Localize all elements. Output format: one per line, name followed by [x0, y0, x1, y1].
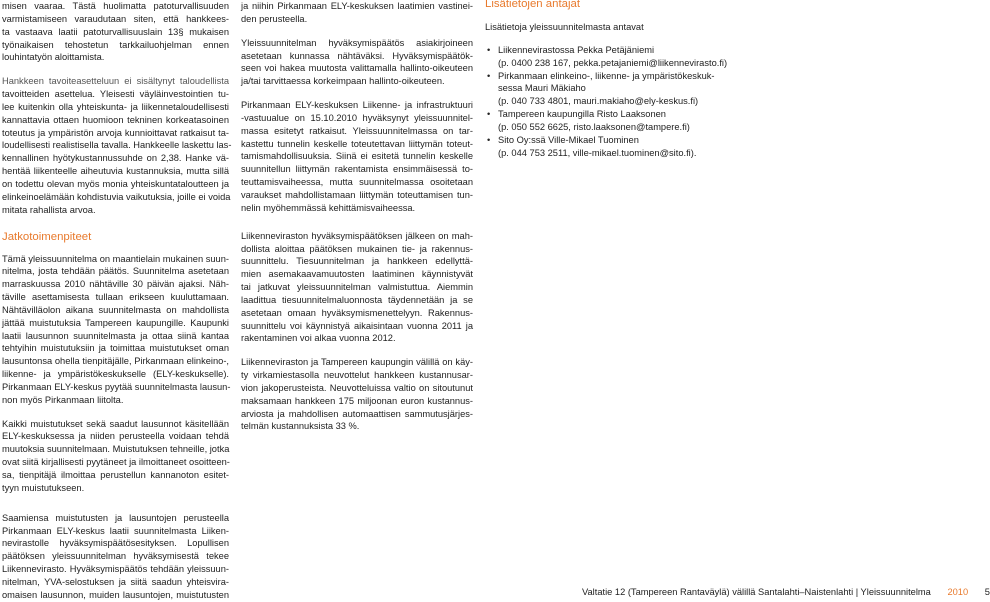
paragraph	[2, 253, 229, 407]
text-line: non myös Pirkanmaan liitolta.	[2, 394, 124, 405]
contact-details: (p. 050 552 6625, risto.laaksonen@tampere.fi)	[498, 121, 690, 132]
text-line: päätöksen yleissuunnitelman hyväksymisestä tekee	[2, 551, 229, 562]
text-line: ty virkamiestasolla neuvottelut hankkeen kustannusar-	[241, 370, 473, 381]
bullet-icon: •	[487, 44, 491, 55]
text-line: suunnittelu voi käynnistyä aikaisintaan vuonna 2011 ja	[241, 320, 473, 331]
text-line: hentää liikenteelle aiheutuvia kustannuksia, mutta sillä	[2, 166, 229, 177]
paragraph	[241, 37, 473, 88]
text-line: teuttamisvaiheessa, mutta suunnitelmassa osoitetaan	[241, 177, 473, 188]
text-line: nitelma, josta tehdään päätös. Suunnitelma asetetaan	[2, 266, 229, 277]
text-line: ta vastaava laatii patoturvallisuuslain 13§ mukaisen	[2, 26, 229, 37]
text-line: vion jakoperusteista. Neuvotteluissa valtio on sitoutunut	[241, 382, 473, 393]
paragraph	[241, 230, 473, 346]
text-line: nelin myöhemmässä kehittämisvaiheessa.	[241, 202, 416, 213]
contact-item	[485, 70, 715, 109]
text-line: dollista aloittaa päätöksen mukainen tie- ja rakennus-	[241, 243, 473, 254]
contact-name: sessa Mauri Mäkiaho	[498, 83, 586, 94]
text-line: tavoitteiden asettelua. Yleisesti väyläinvestointien tu-	[2, 89, 229, 100]
text-line: kastettu tunnelin keskelle toteutettavan liittymän toteut-	[241, 138, 473, 149]
section-heading: Lisätietojen antajat	[485, 0, 580, 10]
text-line: loudellisesti realistisella tavalla. Hankkeelle laskettu las-	[2, 140, 232, 151]
paragraph	[2, 418, 229, 495]
contact-name: Tampereen kaupungilla Risto Laaksonen	[498, 109, 666, 120]
section-heading: Jatkotoimenpiteet	[2, 230, 92, 243]
text-line: Kaikki muistutukset sekä saadut lausunnot käsitellään	[2, 418, 229, 429]
text-line: Tämä yleissuunnitelma on maantielain mukainen suun-	[2, 253, 229, 264]
bullet-icon: •	[487, 109, 491, 120]
text-line: varmistamiseen varaudutaan siten, että hankkees-	[2, 13, 229, 24]
text-line: laadittua tiesuunnitelmaluonnosta täydennetään ja se	[241, 294, 473, 305]
text-line: tyyn muistutukseen.	[2, 482, 85, 493]
footer-year: 2010	[947, 587, 969, 597]
text-line: asetetaan omaan hyväksymismenettelyyn. Rakennus-	[241, 307, 473, 318]
contact-name: Pirkanmaan elinkeino-, liikenne- ja ympäristökeskuk-	[498, 70, 715, 81]
text-line: elinkeinoelämään kohdistuvia vaikutuksia, joille ei voida	[2, 191, 231, 202]
text-line: lee kuitenkin olla yhteiskunta- ja liikennetaloudellisesti	[2, 101, 229, 112]
text-line: -vastuualue on 15.10.2010 hyväksynyt yleissuunnitel-	[241, 112, 473, 123]
text-line: arviosta ja mahdollisen automaattisen sammutusjärjes-	[241, 408, 473, 419]
contact-details: (p. 044 753 2511, ville-mikael.tuominen@sito.fi).	[498, 147, 697, 158]
text-line: suunnitellun liittymän rakentamista ensimmäisessä to-	[241, 164, 473, 175]
text-line: Saamiensa muistutusten ja lausuntojen perusteella	[2, 512, 229, 523]
contact-item	[485, 134, 710, 160]
paragraph	[241, 99, 473, 215]
text-line: seen voi hakea muutosta valittamalla hallinto-oikeuteen	[241, 63, 473, 74]
text-line: täville asettamisesta tullaan erikseen kuuluttamaan.	[2, 292, 229, 303]
text-line: mitata rahallista arvoa.	[2, 204, 96, 215]
text-line: den perusteella.	[241, 13, 308, 24]
contact-name: Sito Oy:ssä Ville-Mikael Tuominen	[498, 134, 639, 145]
contact-item	[485, 108, 710, 134]
column-1	[2, 0, 232, 602]
text-line: mien asemakaavamuutosten laatiminen käynnistyvät	[241, 269, 473, 280]
contact-list	[485, 44, 728, 160]
column-2	[241, 0, 473, 433]
paragraph	[241, 0, 473, 26]
text-line: maksamaan hankkeen 175 miljoonan euron kustannus-	[241, 395, 473, 406]
text-line: Pirkanmaan ELY-keskuksen Liikenne- ja infrastruktuuri	[241, 100, 473, 111]
text-line: Liikenneviraston hyväksymispäätöksen jälkeen on mah-	[241, 230, 473, 241]
text-line: Liikennevirasto. Hyväksymispäätös tehdään yleissuun-	[2, 564, 229, 575]
page-number: 5	[984, 587, 990, 597]
text-line: marraskuussa 2010 nähtäville 30 päivän ajaksi. Näh-	[2, 279, 229, 290]
paragraph	[241, 356, 473, 433]
contacts-intro: Lisätietoja yleissuunnitelmasta antavat	[485, 22, 644, 32]
contact-details: (p. 040 733 4801, mauri.makiaho@ely-keskus.fi)	[498, 96, 699, 107]
text-line: on todettu olevan myös monia yhteiskuntataloutteen ja	[2, 178, 229, 189]
column-3	[485, 0, 728, 159]
text-line: sa, tienpitäjä ilmoittaa perustellun kannanoton esitet-	[2, 470, 229, 480]
paragraph	[2, 0, 229, 64]
page-footer	[582, 586, 990, 598]
text-line: työnaikaisen tehostetun tarkkailuohjelman ennen	[2, 39, 229, 50]
contact-item	[485, 44, 728, 70]
text-line: muutoksia suunnitelmaan. Muistutuksen tehneille, jotka	[2, 444, 230, 455]
text-line: toteutus ja ympäristön arvoja kunnioittavat ratkaisut ta-	[2, 127, 229, 138]
text-line: ovat siitä kirjallisesti pyytäneet ja ilmoittaneet osoitteen-	[2, 457, 230, 468]
document-title: Valtatie 12 (Tampereen Rantaväylä) välillä Santalahti–Naistenlahti | Yleissuunnitelma	[582, 587, 931, 597]
text-line: Pirkanmaan ELY-keskus pyytää suunnitelmasta lausun-	[2, 381, 231, 392]
text-line: nitelman, YVA-selostuksen ja siitä saadun yhteisvira-	[2, 576, 229, 587]
text-line: misen vaaraa. Tästä huolimatta patoturvallisuuden	[2, 1, 229, 11]
paragraph	[2, 512, 229, 602]
bullet-icon: •	[487, 134, 491, 145]
text-line: asetetaan kunnassa nähtäväksi. Hyväksymispäätök-	[241, 50, 473, 61]
paragraph	[2, 75, 232, 216]
text-line: omaisen lausunnon, muiden lausuntojen, muistutusten	[2, 589, 229, 600]
text-line: tehtyihin muistutuksiin ja toimittaa muistutukset oman	[2, 343, 229, 354]
text-line: ELY-keskuksessa ja niiden perusteella voidaan tehdä	[2, 431, 229, 442]
text-line: Hankkeen tavoiteasetteluun ei sisältynyt taloudellista	[2, 76, 229, 87]
bullet-icon: •	[487, 70, 491, 81]
text-line: telmän kustannuksista 33 %.	[241, 421, 360, 432]
text-line: kannattavia ottaen huomioon tekninen korkeatasoinen	[2, 114, 229, 125]
text-line: Pirkanmaan ELY-keskus laatii suunnitelmasta Liiken-	[2, 525, 229, 536]
text-line: suunnittelu. Tiesuunnitelman ja hankkeen edellyttä-	[241, 256, 473, 267]
text-line: lausuntonsa ohella tienpitäjälle, Pirkanmaan elinkeino-,	[2, 356, 229, 367]
text-line: nevirastolle hyväksymispäätösesityksen. Lopullisen	[2, 538, 229, 549]
text-line: liikenne- ja ympäristökeskukselle (ELY-keskukselle).	[2, 369, 229, 380]
text-line: massa esitetyt ratkaisut. Yleissuunnitelmassa on tar-	[241, 125, 473, 136]
text-line: jättää muistutuksia Tampereen kaupungille. Kaupunki	[2, 317, 229, 328]
text-line: tamismahdollisuuksia. Siinä ei esitetä tunnelin keskelle	[241, 151, 473, 162]
text-line: varaukset mahdollistamaan liittymän toteuttamisen tun-	[241, 189, 473, 200]
text-line: Liikenneviraston ja Tampereen kaupungin välillä on käy-	[241, 357, 473, 368]
contact-details: (p. 0400 238 167, pekka.petajaniemi@liikennevirasto.fi)	[498, 57, 728, 68]
text-line: louhintatyön aloittamista.	[2, 52, 105, 63]
text-line: ja niihin Pirkanmaan ELY-keskuksen laatimien vastinei-	[241, 1, 473, 11]
text-line: tai jatkuvat yleissuunnitelman valmistuttua. Aiemmin	[241, 282, 473, 293]
text-line: laatii lausunnon suunnitelmasta ja ottaa siinä kantaa	[2, 330, 229, 341]
text-line: Yleissuunnitelman hyväksymispäätös asiakirjoineen	[241, 37, 473, 48]
text-line: Nähtävilläolon aikana suunnitelmasta on mahdollista	[2, 304, 229, 315]
text-line: kennallinen hyötykustannussuhde on 2,38. Hanke vä-	[2, 153, 229, 164]
contact-name: Liikennevirastossa Pekka Petäjäniemi	[498, 44, 655, 55]
text-line: ja/tai tarvittaessa korkeimpaan hallinto-oikeuteen.	[241, 76, 445, 87]
text-line: rakentaminen voi alkaa vuonna 2012.	[241, 333, 396, 344]
